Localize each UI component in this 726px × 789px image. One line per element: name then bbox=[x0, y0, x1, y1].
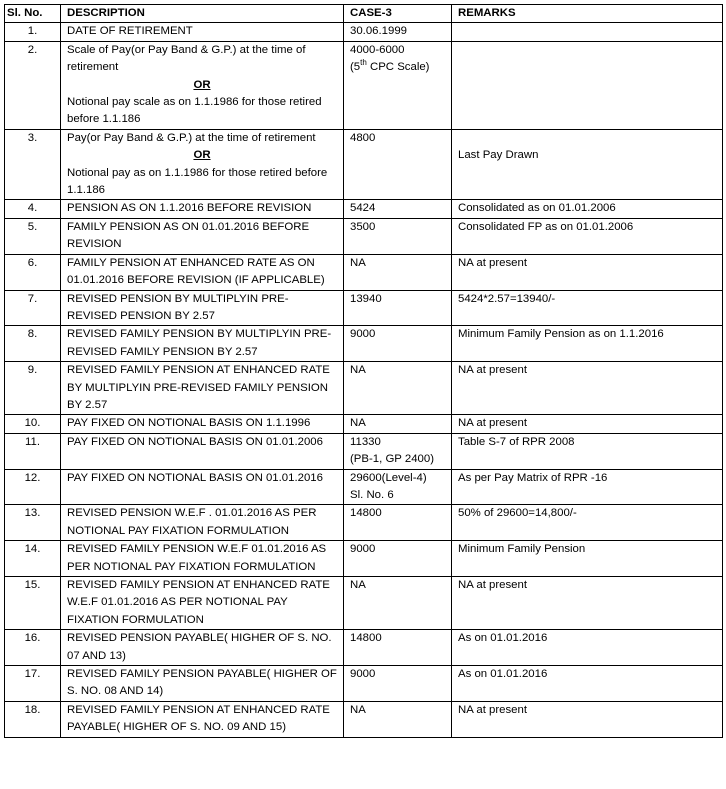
case-cell: NA bbox=[344, 362, 452, 415]
description-cell: PENSION AS ON 1.1.2016 BEFORE REVISION bbox=[61, 200, 344, 218]
sl-no-cell: 16. bbox=[5, 630, 61, 666]
remarks-cell: NA at present bbox=[452, 415, 723, 433]
description-cell: PAY FIXED ON NOTIONAL BASIS ON 01.01.2016 bbox=[61, 469, 344, 505]
or-label: OR bbox=[193, 78, 211, 91]
description-text: Scale of Pay(or Pay Band & G.P.) at the time of retirement bbox=[67, 43, 306, 74]
description-cell: DATE OF RETIREMENT bbox=[61, 23, 344, 41]
case-cell: 3500 bbox=[344, 218, 452, 254]
description-cell: PAY FIXED ON NOTIONAL BASIS ON 01.01.2006 bbox=[61, 433, 344, 469]
description-text: Pay(or Pay Band & G.P.) at the time of retirement bbox=[67, 131, 316, 144]
table-row bbox=[5, 415, 723, 433]
case-cell bbox=[344, 433, 452, 469]
table-row bbox=[5, 505, 723, 541]
sl-no-cell: 10. bbox=[5, 415, 61, 433]
sl-no-cell: 14. bbox=[5, 541, 61, 577]
header-row bbox=[5, 5, 723, 23]
header-description: DESCRIPTION bbox=[61, 5, 344, 23]
sl-no-cell: 8. bbox=[5, 326, 61, 362]
description-cell: REVISED FAMILY PENSION BY MULTIPLYIN PRE-REVISED FAMILY PENSION BY 2.57 bbox=[61, 326, 344, 362]
case-cell: 9000 bbox=[344, 541, 452, 577]
sl-no-cell: 4. bbox=[5, 200, 61, 218]
case-value-note: Sl. No. 6 bbox=[350, 488, 394, 501]
sl-no-cell: 7. bbox=[5, 290, 61, 326]
remarks-text: Last Pay Drawn bbox=[458, 148, 539, 161]
description-cell: REVISED FAMILY PENSION AT ENHANCED RATE W.E.F 01.01.2016 AS PER NOTIONAL PAY FIXATION FORMULATION bbox=[61, 577, 344, 630]
description-cell: REVISED PENSION BY MULTIPLYIN PRE-REVISED PENSION BY 2.57 bbox=[61, 290, 344, 326]
case-cell bbox=[344, 41, 452, 129]
header-remarks: REMARKS bbox=[452, 5, 723, 23]
table-row bbox=[5, 469, 723, 505]
remarks-cell: As on 01.01.2016 bbox=[452, 630, 723, 666]
sl-no-cell: 15. bbox=[5, 577, 61, 630]
table-row bbox=[5, 129, 723, 200]
case-cell: 4800 bbox=[344, 129, 452, 200]
remarks-cell bbox=[452, 41, 723, 129]
sl-no-cell: 18. bbox=[5, 701, 61, 737]
case-value-note: (PB-1, GP 2400) bbox=[350, 453, 434, 466]
case-cell: 14800 bbox=[344, 630, 452, 666]
sl-no-cell: 1. bbox=[5, 23, 61, 41]
description-cell: FAMILY PENSION AT ENHANCED RATE AS ON 01.01.2016 BEFORE REVISION (IF APPLICABLE) bbox=[61, 254, 344, 290]
pension-table bbox=[4, 4, 723, 738]
table-row bbox=[5, 200, 723, 218]
sl-no-cell: 6. bbox=[5, 254, 61, 290]
sl-no-cell: 5. bbox=[5, 218, 61, 254]
description-cell: REVISED FAMILY PENSION PAYABLE( HIGHER OF S. NO. 08 AND 14) bbox=[61, 666, 344, 702]
description-text: Notional pay as on 1.1.1986 for those retired before 1.1.186 bbox=[67, 166, 328, 197]
remarks-cell: Table S-7 of RPR 2008 bbox=[452, 433, 723, 469]
header-case: CASE-3 bbox=[344, 5, 452, 23]
table-row bbox=[5, 630, 723, 666]
table-row bbox=[5, 326, 723, 362]
remarks-cell: Minimum Family Pension as on 1.1.2016 bbox=[452, 326, 723, 362]
table-row bbox=[5, 218, 723, 254]
remarks-cell: Minimum Family Pension bbox=[452, 541, 723, 577]
or-label: OR bbox=[193, 149, 211, 162]
sl-no-cell: 17. bbox=[5, 666, 61, 702]
table-row bbox=[5, 701, 723, 737]
case-cell: 5424 bbox=[344, 200, 452, 218]
remarks-cell: NA at present bbox=[452, 362, 723, 415]
case-value: 4000-6000 bbox=[350, 43, 405, 56]
remarks-cell: NA at present bbox=[452, 254, 723, 290]
remarks-cell: NA at present bbox=[452, 577, 723, 630]
table-row bbox=[5, 577, 723, 630]
description-cell: REVISED FAMILY PENSION AT ENHANCED RATE PAYABLE( HIGHER OF S. NO. 09 AND 15) bbox=[61, 701, 344, 737]
sl-no-cell: 12. bbox=[5, 469, 61, 505]
case-cell: 14800 bbox=[344, 505, 452, 541]
remarks-cell bbox=[452, 129, 723, 200]
table-row bbox=[5, 41, 723, 129]
case-cell: NA bbox=[344, 415, 452, 433]
description-cell: PAY FIXED ON NOTIONAL BASIS ON 1.1.1996 bbox=[61, 415, 344, 433]
case-cell: 9000 bbox=[344, 326, 452, 362]
case-cell: NA bbox=[344, 701, 452, 737]
description-cell: FAMILY PENSION AS ON 01.01.2016 BEFORE REVISION bbox=[61, 218, 344, 254]
case-cell: NA bbox=[344, 254, 452, 290]
sl-no-cell: 2. bbox=[5, 41, 61, 129]
table-row bbox=[5, 433, 723, 469]
description-cell: REVISED PENSION PAYABLE( HIGHER OF S. NO. 07 AND 13) bbox=[61, 630, 344, 666]
case-value: 11330 bbox=[350, 435, 381, 448]
header-sl-no: Sl. No. bbox=[5, 5, 61, 23]
remarks-cell: 5424*2.57=13940/- bbox=[452, 290, 723, 326]
case-cell: 13940 bbox=[344, 290, 452, 326]
case-cell: 30.06.1999 bbox=[344, 23, 452, 41]
case-value-note: (5th CPC Scale) bbox=[350, 58, 430, 74]
table-row bbox=[5, 666, 723, 702]
description-cell bbox=[61, 41, 344, 129]
table-row bbox=[5, 541, 723, 577]
description-cell: REVISED PENSION W.E.F . 01.01.2016 AS PER NOTIONAL PAY FIXATION FORMULATION bbox=[61, 505, 344, 541]
table-row bbox=[5, 254, 723, 290]
remarks-cell: Consolidated FP as on 01.01.2006 bbox=[452, 218, 723, 254]
sl-no-cell: 3. bbox=[5, 129, 61, 200]
case-cell: 9000 bbox=[344, 666, 452, 702]
sl-no-cell: 9. bbox=[5, 362, 61, 415]
remarks-cell: 50% of 29600=14,800/- bbox=[452, 505, 723, 541]
table-row bbox=[5, 290, 723, 326]
remarks-cell: As on 01.01.2016 bbox=[452, 666, 723, 702]
remarks-cell: Consolidated as on 01.01.2006 bbox=[452, 200, 723, 218]
table-row bbox=[5, 362, 723, 415]
remarks-cell: As per Pay Matrix of RPR -16 bbox=[452, 469, 723, 505]
description-text: Notional pay scale as on 1.1.1986 for those retired before 1.1.186 bbox=[67, 96, 322, 126]
case-value: 29600(Level-4) bbox=[350, 471, 427, 484]
case-cell bbox=[344, 469, 452, 505]
sl-no-cell: 11. bbox=[5, 433, 61, 469]
sl-no-cell: 13. bbox=[5, 505, 61, 541]
case-cell: NA bbox=[344, 577, 452, 630]
description-cell: REVISED FAMILY PENSION AT ENHANCED RATE BY MULTIPLYIN PRE-REVISED FAMILY PENSION BY 2.57 bbox=[61, 362, 344, 415]
description-cell: REVISED FAMILY PENSION W.E.F 01.01.2016 AS PER NOTIONAL PAY FIXATION FORMULATION bbox=[61, 541, 344, 577]
description-cell bbox=[61, 129, 344, 200]
remarks-cell: NA at present bbox=[452, 701, 723, 737]
table-row bbox=[5, 23, 723, 41]
remarks-cell bbox=[452, 23, 723, 41]
